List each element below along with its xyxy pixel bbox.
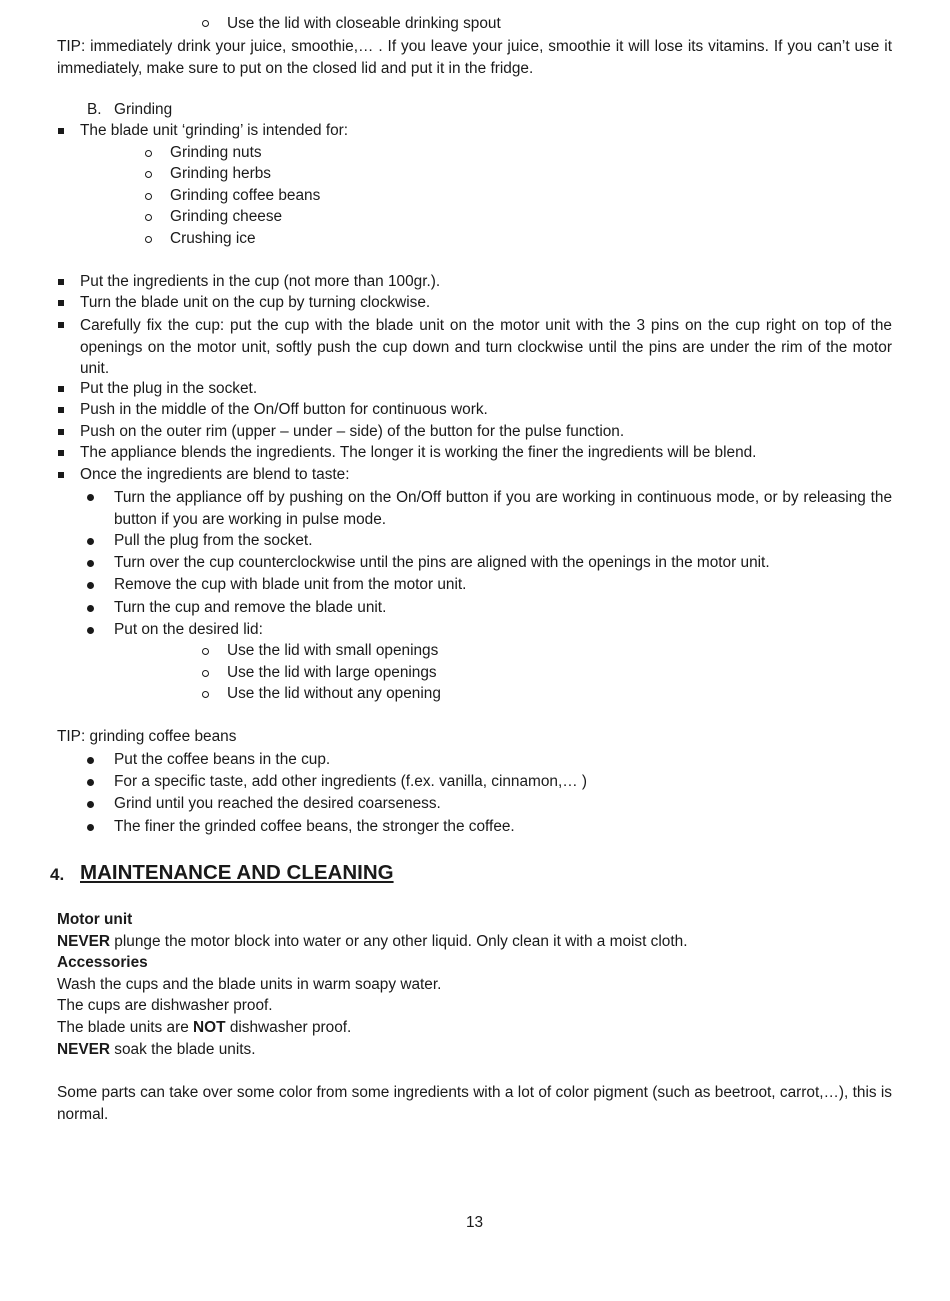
tip-juice: TIP: immediately drink your juice, smoothie,… . If you leave your juice, smoothie it will lose its vitamins. If you can’t use it immediately, make sure to put on the closed lid and put it in the fridge. bbox=[57, 38, 892, 77]
hollow-bullet-icon bbox=[202, 691, 209, 698]
hollow-bullet-icon bbox=[202, 670, 209, 677]
after-item: Turn over the cup counterclockwise until the pins are aligned with the openings in the motor unit. bbox=[114, 554, 770, 571]
hollow-bullet-icon bbox=[145, 214, 152, 221]
accessories-heading: Accessories bbox=[57, 954, 148, 971]
hollow-bullet-icon bbox=[145, 150, 152, 157]
bullet-icon bbox=[87, 538, 94, 545]
bullet-icon bbox=[87, 560, 94, 567]
lid-option: Use the lid with large openings bbox=[227, 664, 437, 681]
bullet-icon bbox=[87, 779, 94, 786]
hollow-bullet-icon bbox=[145, 171, 152, 178]
use-item: Grinding herbs bbox=[170, 165, 271, 182]
square-bullet-icon bbox=[58, 300, 64, 306]
hollow-bullet-icon bbox=[145, 193, 152, 200]
use-item: Grinding coffee beans bbox=[170, 187, 321, 204]
square-bullet-icon bbox=[58, 279, 64, 285]
step-item: Once the ingredients are blend to taste: bbox=[80, 466, 350, 483]
step-item: Push on the outer rim (upper – under – side) of the button for the pulse function. bbox=[80, 423, 625, 440]
step-item: Turn the blade unit on the cup by turning clockwise. bbox=[80, 294, 431, 311]
never-label: NEVER bbox=[57, 1041, 111, 1058]
step-item: Push in the middle of the On/Off button for continuous work. bbox=[80, 401, 488, 418]
coffee-tip-item: Put the coffee beans in the cup. bbox=[114, 751, 331, 768]
hollow-bullet-icon bbox=[202, 20, 209, 27]
lid-spout-item: Use the lid with closeable drinking spout bbox=[227, 15, 501, 32]
use-item: Crushing ice bbox=[170, 230, 256, 247]
coffee-tip-item: For a specific taste, add other ingredients (f.ex. vanilla, cinnamon,… ) bbox=[114, 773, 588, 790]
intended-for: The blade unit ‘grinding’ is intended for: bbox=[80, 122, 349, 139]
coffee-tip-title: TIP: grinding coffee beans bbox=[57, 728, 237, 745]
page-number: 13 bbox=[466, 1214, 484, 1231]
step-item: Put the plug in the socket. bbox=[80, 380, 258, 397]
bullet-icon bbox=[87, 757, 94, 764]
after-item: Turn the appliance off by pushing on the On/Off button if you are working in continuous mode, or by releasing the button if you are working in pulse mode. bbox=[114, 489, 892, 528]
square-bullet-icon bbox=[58, 472, 64, 478]
lid-option: Use the lid with small openings bbox=[227, 642, 439, 659]
blade-dishwasher-text bbox=[57, 1018, 351, 1038]
after-item: Turn the cup and remove the blade unit. bbox=[114, 599, 387, 616]
motor-unit-heading: Motor unit bbox=[57, 911, 133, 928]
blade-post: dishwasher proof. bbox=[225, 1019, 352, 1036]
square-bullet-icon bbox=[58, 386, 64, 392]
square-bullet-icon bbox=[58, 429, 64, 435]
use-item: Grinding nuts bbox=[170, 144, 262, 161]
bullet-icon bbox=[87, 824, 94, 831]
not-label: NOT bbox=[193, 1019, 226, 1036]
coffee-tip-item: The finer the grinded coffee beans, the stronger the coffee. bbox=[114, 818, 515, 835]
hollow-bullet-icon bbox=[145, 236, 152, 243]
step-item: Put the ingredients in the cup (not more than 100gr.). bbox=[80, 273, 441, 290]
wash-text: Wash the cups and the blade units in warm soapy water. bbox=[57, 976, 442, 993]
soak-text bbox=[57, 1040, 255, 1060]
section-letter: B. bbox=[87, 101, 102, 118]
square-bullet-icon bbox=[58, 407, 64, 413]
coffee-tip-item: Grind until you reached the desired coarseness. bbox=[114, 795, 441, 812]
step-item: Carefully fix the cup: put the cup with the blade unit on the motor unit with the 3 pins on the cup right on top of the openings on the motor unit, softly push the cup down and turn clockwise until the pins are under the rim of the motor unit. bbox=[80, 317, 892, 377]
soak-instruction: soak the blade units. bbox=[110, 1041, 256, 1058]
bullet-icon bbox=[87, 494, 94, 501]
section-heading-maintenance: MAINTENANCE AND CLEANING bbox=[80, 861, 394, 884]
square-bullet-icon bbox=[58, 128, 64, 134]
dishwasher-text: The cups are dishwasher proof. bbox=[57, 997, 273, 1014]
after-item: Remove the cup with blade unit from the motor unit. bbox=[114, 576, 467, 593]
blade-pre: The blade units are bbox=[57, 1019, 194, 1036]
after-item: Put on the desired lid: bbox=[114, 621, 263, 638]
bullet-icon bbox=[87, 627, 94, 634]
section-title-grinding: Grinding bbox=[114, 101, 173, 118]
after-item: Pull the plug from the socket. bbox=[114, 532, 313, 549]
use-item: Grinding cheese bbox=[170, 208, 283, 225]
square-bullet-icon bbox=[58, 450, 64, 456]
hollow-bullet-icon bbox=[202, 648, 209, 655]
bullet-icon bbox=[87, 801, 94, 808]
square-bullet-icon bbox=[58, 322, 64, 328]
never-label: NEVER bbox=[57, 933, 111, 950]
step-item: The appliance blends the ingredients. The longer it is working the finer the ingredients will be blend. bbox=[80, 444, 757, 461]
lid-option: Use the lid without any opening bbox=[227, 685, 441, 702]
motor-unit-text bbox=[57, 932, 687, 952]
color-note: Some parts can take over some color from some ingredients with a lot of color pigment (such as beetroot, carrot,…), this is normal. bbox=[57, 1084, 892, 1123]
motor-unit-instruction: plunge the motor block into water or any other liquid. Only clean it with a moist cloth. bbox=[110, 933, 688, 950]
bullet-icon bbox=[87, 605, 94, 612]
bullet-icon bbox=[87, 582, 94, 589]
section-number: 4. bbox=[50, 865, 65, 884]
